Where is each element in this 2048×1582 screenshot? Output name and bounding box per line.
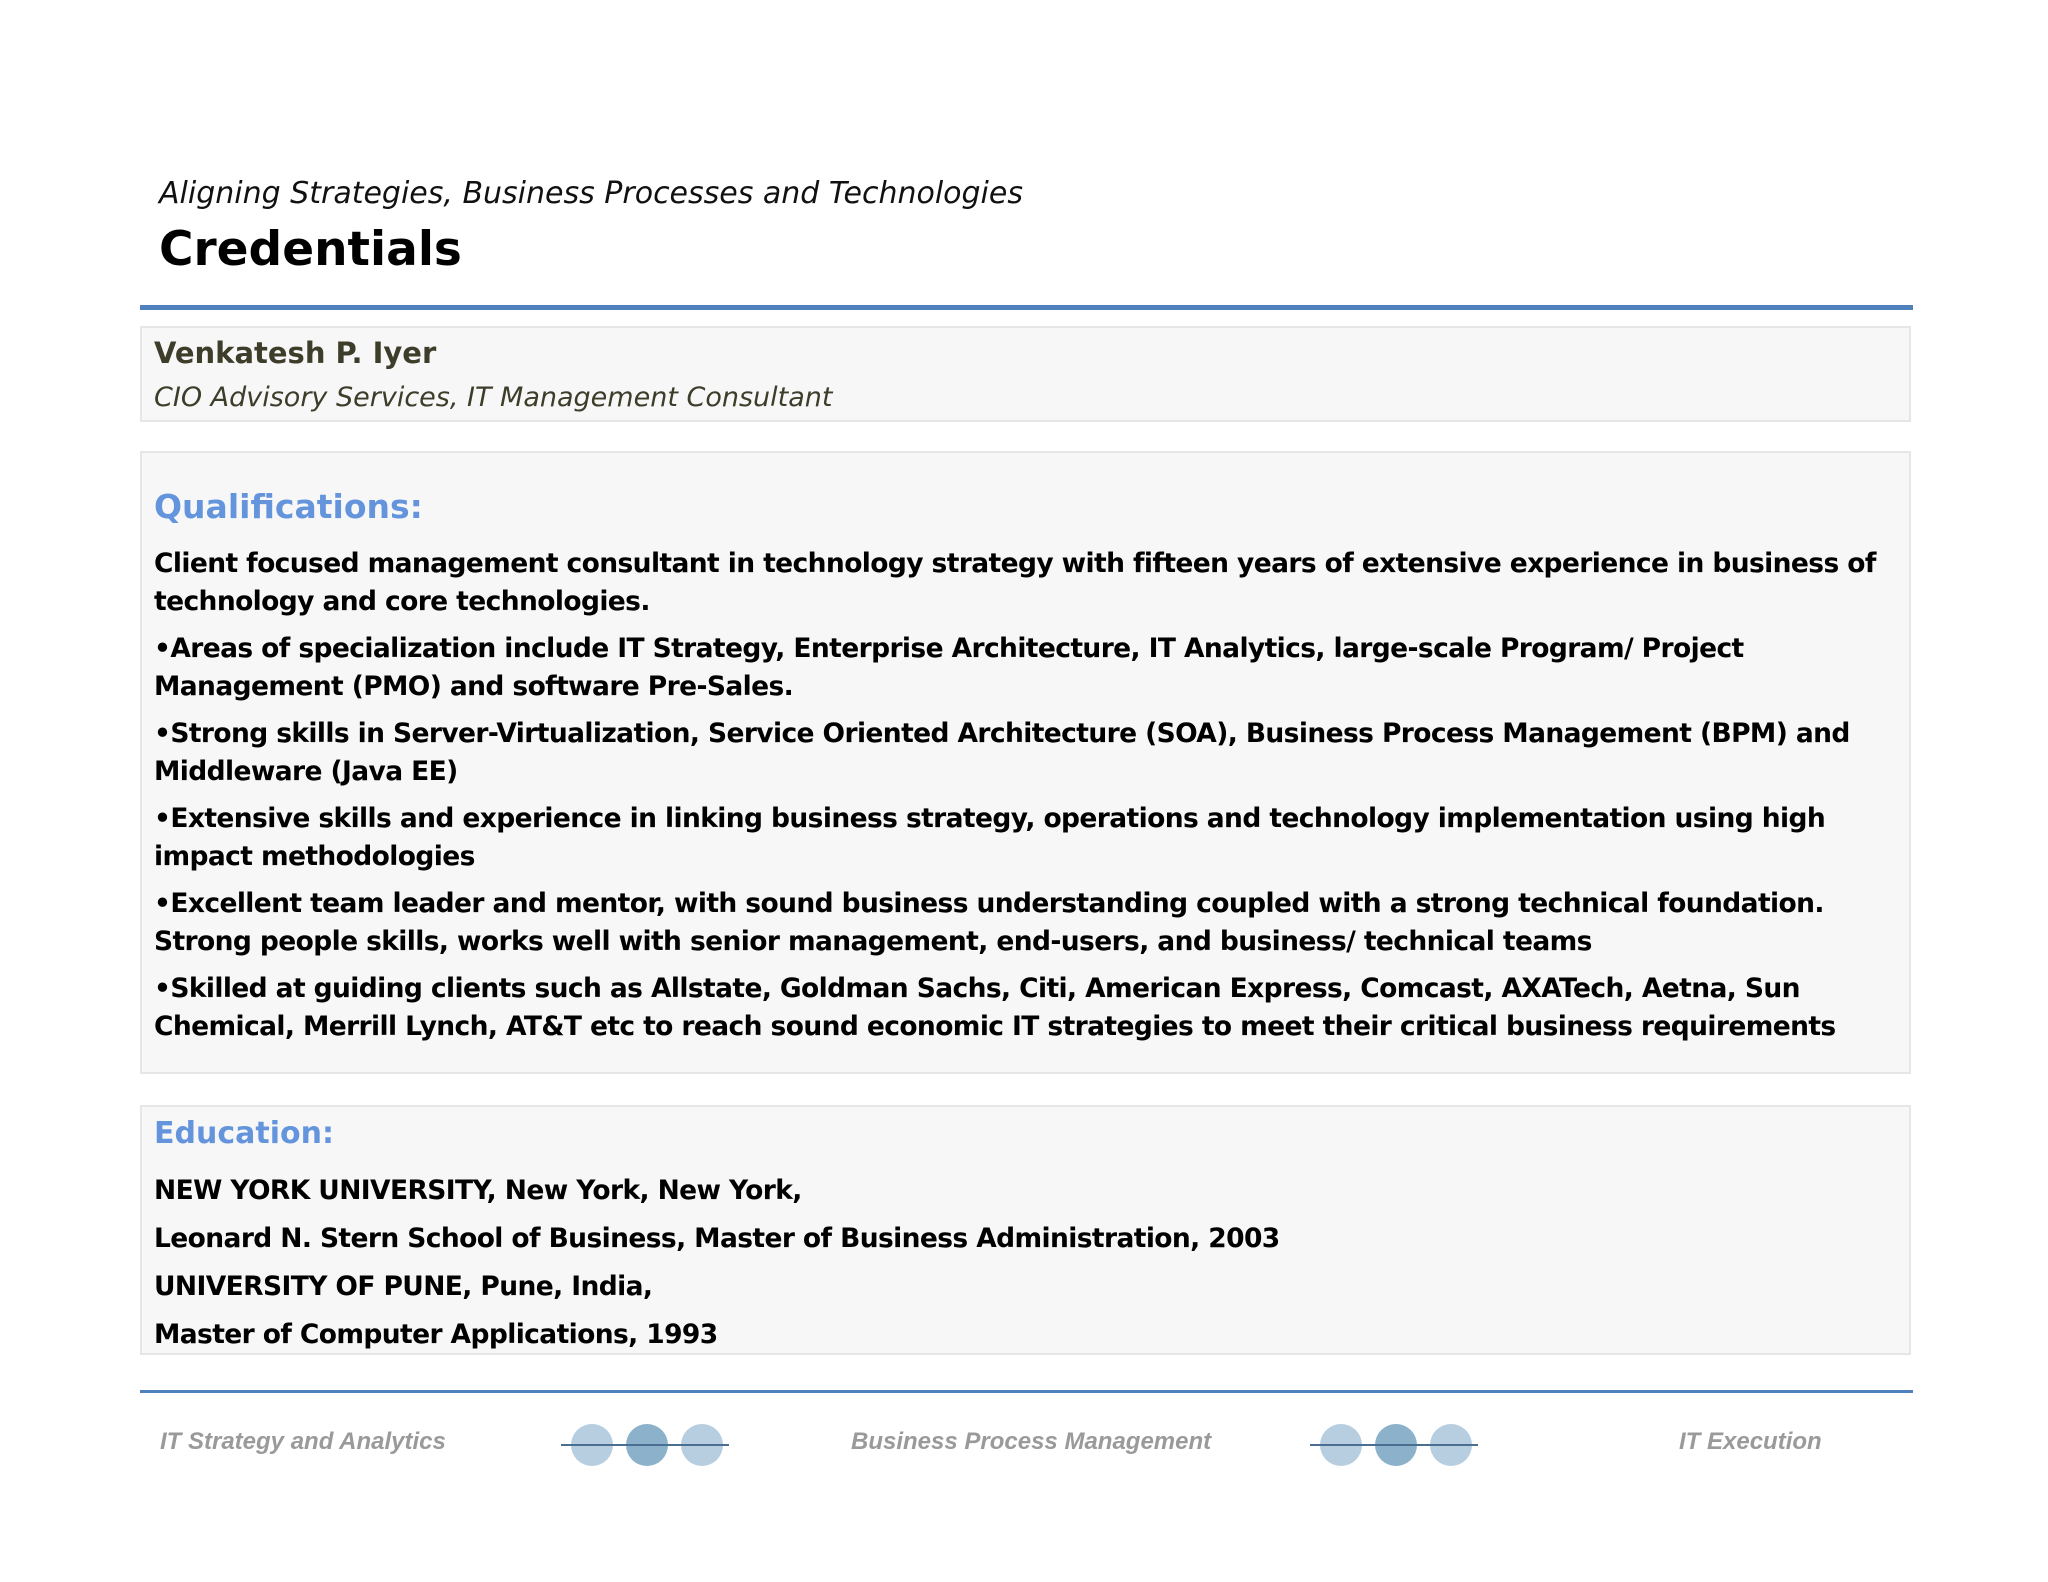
- education-list: [154, 1173, 1280, 1365]
- qualifications-heading: Qualifications:: [154, 487, 423, 526]
- qualification-item: •Strong skills in Server-Virtualization, Service Oriented Architecture (SOA), Business Process Management (BPM) and Middleware (Java EE): [154, 718, 1850, 787]
- education-line: Leonard N. Stern School of Business, Master of Business Administration, 2003: [154, 1223, 1280, 1254]
- qualification-item: •Skilled at guiding clients such as Allstate, Goldman Sachs, Citi, American Express, Comcast, AXATech, Aetna, Sun Chemical, Merrill Lynch, AT&T etc to reach sound economic IT strategies to meet their critical business requirements: [154, 973, 1836, 1042]
- person-name: Venkatesh P. Iyer: [154, 336, 437, 370]
- footer-divider: [140, 1390, 1913, 1393]
- page-title: Credentials: [159, 222, 462, 277]
- footer-dots-decoration: [1310, 1420, 1480, 1470]
- person-panel: [140, 326, 1911, 422]
- footer-dots-decoration: [561, 1420, 731, 1470]
- qualification-item: •Areas of specialization include IT Strategy, Enterprise Architecture, IT Analytics, large-scale Program/ Project Management (PMO) and software Pre-Sales.: [154, 633, 1744, 702]
- footer-label-it-execution: IT Execution: [1679, 1428, 1822, 1455]
- person-role: CIO Advisory Services, IT Management Consultant: [154, 382, 833, 413]
- qualifications-list: [154, 545, 1904, 1055]
- qualifications-panel: [140, 451, 1911, 1074]
- education-panel: [140, 1105, 1911, 1355]
- qualification-item: •Extensive skills and experience in linking business strategy, operations and technology implementation using high impact methodologies: [154, 803, 1826, 872]
- education-line: Master of Computer Applications, 1993: [154, 1319, 718, 1350]
- education-line: UNIVERSITY OF PUNE, Pune, India,: [154, 1271, 653, 1302]
- education-heading: Education:: [154, 1116, 334, 1151]
- connector-line: [561, 1444, 729, 1446]
- header-divider: [140, 305, 1913, 310]
- qualification-item: •Excellent team leader and mentor, with sound business understanding coupled with a strong technical foundation. Strong people skills, works well with senior management, end-users, and business/ technical teams: [154, 888, 1824, 957]
- education-line: NEW YORK UNIVERSITY, New York, New York,: [154, 1175, 802, 1206]
- footer-label-it-strategy: IT Strategy and Analytics: [160, 1428, 446, 1455]
- footer-label-bpm: Business Process Management: [851, 1428, 1212, 1455]
- page-subtitle: Aligning Strategies, Business Processes and Technologies: [159, 176, 1023, 211]
- qualification-item: Client focused management consultant in technology strategy with fifteen years of extensive experience in business of technology and core technologies.: [154, 548, 1876, 617]
- connector-line: [1310, 1444, 1478, 1446]
